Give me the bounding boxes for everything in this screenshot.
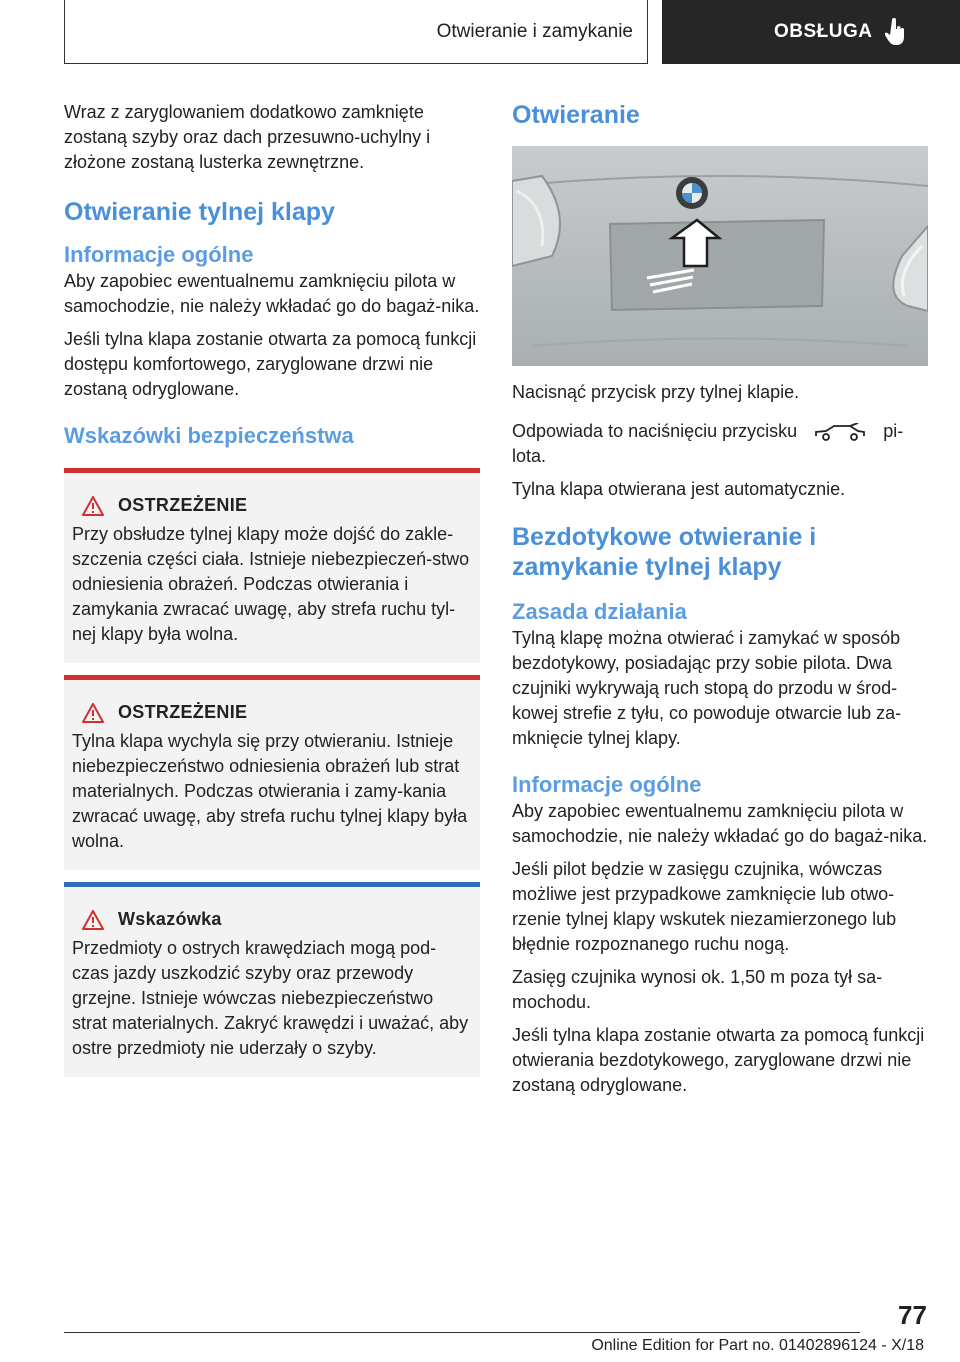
warning-title: OSTRZEŻENIE xyxy=(118,495,248,515)
heading-opening: Otwieranie xyxy=(512,101,640,129)
heading-general-info-2: Informacje ogólne xyxy=(512,772,702,797)
car-tailgate-icon xyxy=(812,423,868,441)
note-triangle-icon xyxy=(82,910,104,930)
auto-open-paragraph: Tylna klapa otwierana jest automatycznie. xyxy=(512,479,846,499)
heading-contactless: Bezdotykowe otwieranie i zamykanie tylnej klapy xyxy=(512,523,817,581)
general-info-2-paragraph-1: Aby zapobiec ewentualnemu zamknięciu pilota w samochodzie, nie należy wkładać go do bagaż-nika. xyxy=(512,801,928,846)
note-title: Wskazówka xyxy=(118,909,222,929)
warning-box-2 xyxy=(64,675,480,870)
warning-triangle-icon xyxy=(82,496,104,516)
general-info-paragraph-1: Aby zapobiec ewentualnemu zamknięciu pilota w samochodzie, nie należy wkładać go do bagaż-nika. xyxy=(64,271,480,316)
general-info-paragraph-2: Jeśli tylna klapa zostanie otwarta za pomocą funkcji dostępu komfortowego, zaryglowane drzwi nie zostaną odryglowane. xyxy=(64,329,477,399)
footer-divider xyxy=(64,1332,860,1333)
remote-equivalent-paragraph xyxy=(512,419,928,469)
heading-safety-notes: Wskazówki bezpieczeństwa xyxy=(64,423,354,448)
remote-equivalent-text: Odpowiada to naciśnięciu przycisku xyxy=(512,421,798,441)
general-info-2-paragraph-3: Jeśli tylna klapa zostanie otwarta za pomocą funkcji otwierania bezdotykowego, zaryglowane drzwi nie zostaną odryglowane. xyxy=(512,1025,925,1095)
heading-general-info: Informacje ogólne xyxy=(64,242,254,267)
tailgate-button-illustration xyxy=(512,146,928,366)
sensor-range-paragraph: Zasięg czujnika wynosi ok. 1,50 m poza tył sa-mochodu. xyxy=(512,967,883,1012)
warning-triangle-icon xyxy=(82,703,104,723)
hand-pointer-icon xyxy=(885,18,907,46)
principle-paragraph: Tylną klapę można otwierać i zamykać w sposób bezdotykowy, posiadając przy sobie pilota. Dwa czujniki wykrywają ruch stopą do przodu w środ-kowej strefie z tyłu, co powoduje otwarcie lub za-mknięcie tylnej klapy. xyxy=(512,628,902,748)
note-text: Przedmioty o ostrych krawędziach mogą pod-czas jazdy uszkodzić szyby oraz przewody grzejne. Istnieje wówczas niebezpieczeństwo strat materialnych. Zakryć krawędzi i uważać, aby ostre przedmioty nie uderzały o szyby. xyxy=(72,938,469,1058)
press-button-paragraph: Nacisnąć przycisk przy tylnej klapie. xyxy=(512,382,800,402)
section-title: Otwieranie i zamykanie xyxy=(436,20,633,42)
edition-note: Online Edition for Part no. 01402896124 - X/18 xyxy=(591,1337,924,1354)
remote-equivalent-text-end: pi-lota. xyxy=(512,421,904,466)
warning-title: OSTRZEŻENIE xyxy=(118,702,248,722)
chapter-tab xyxy=(662,0,960,64)
warning-box-1 xyxy=(64,468,480,663)
chapter-label: OBSŁUGA xyxy=(774,21,873,42)
intro-paragraph: Wraz z zaryglowaniem dodatkowo zamknięte zostaną szyby oraz dach przesuwno-uchylny i złożone zostaną lusterka zewnętrzne. xyxy=(64,102,431,172)
heading-principle: Zasada działania xyxy=(512,599,687,624)
warning-text: Przy obsłudze tylnej klapy może dojść do zakle-szczenia części ciała. Istnieje niebezpieczeń-stwo odniesienia obrażeń. Podczas otwierania i zamykania zwracać uwagę, aby strefa ruchu tyl-nej klapy była wolna. xyxy=(72,524,470,644)
page-number: 77 xyxy=(898,1300,927,1330)
left-column xyxy=(64,100,480,1077)
general-info-2-paragraph-2: Jeśli pilot będzie w zasięgu czujnika, wówczas możliwe jest przypadkowe zamknięcie lub otwo-rzenie tylnej klapy wskutek niezamierzonego lub błędnie rozpoznanego ruchu nogą. xyxy=(512,859,897,954)
note-box xyxy=(64,882,480,1077)
running-header-section xyxy=(64,0,648,64)
tailgate-photo-drawing xyxy=(512,146,928,366)
warning-text: Tylna klapa wychyla się przy otwieraniu. Istnieje niebezpieczeństwo odniesienia obrażeń lub strat materialnych. Podczas otwierania i zamy-kania zwracać uwagę, aby strefa ruchu tylnej klapy była wolna. xyxy=(72,731,468,851)
heading-open-tailgate: Otwieranie tylnej klapy xyxy=(64,198,335,226)
right-column xyxy=(512,100,928,1106)
